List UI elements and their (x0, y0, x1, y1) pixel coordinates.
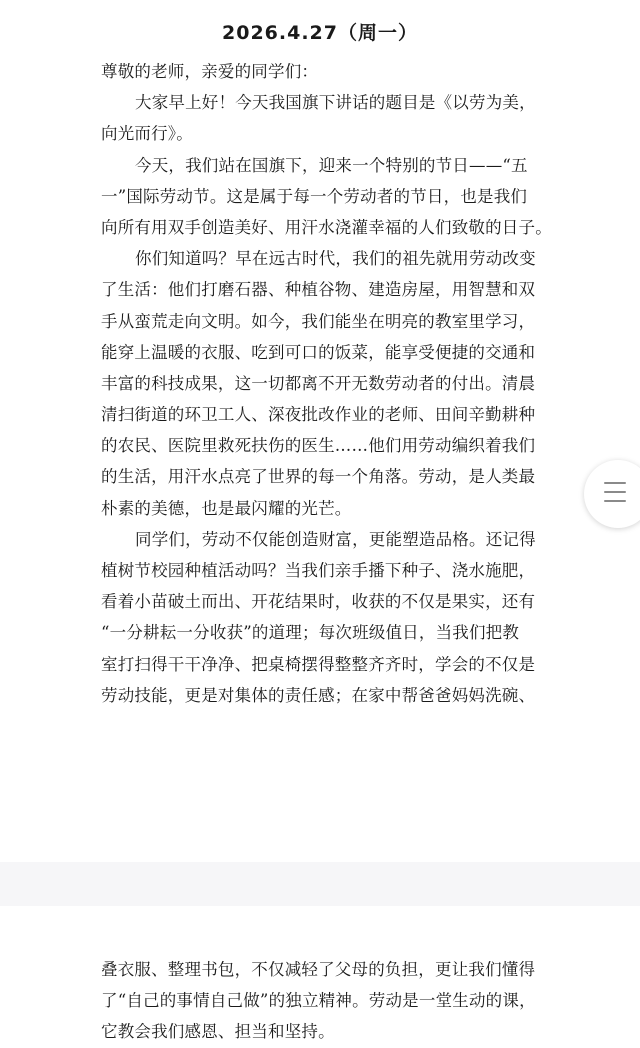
page-gap (0, 862, 640, 906)
text-line: 的农民、医院里救死扶伤的医生……他们用劳动编织着我们 (101, 436, 536, 456)
text-line: 植树节校园种植活动吗？当我们亲手播下种子、浇水施肥， (101, 561, 536, 580)
text-line: “一分耕耘一分收获”的道理；每次班级值日，当我们把教 (101, 623, 520, 643)
text-line: 向所有用双手创造美好、用汗水浇灌幸福的人们致敬的日子。 (101, 217, 552, 237)
text-line: 劳动技能，更是对集体的责任感；在家中帮爸爸妈妈洗碗、 (101, 685, 536, 705)
text-line: 了“自己的事情自己做”的独立精神。劳动是一堂生动的课， (101, 991, 536, 1011)
hamburger-menu-icon (604, 482, 626, 504)
text-line: 大家早上好！今天我国旗下讲话的题目是《以劳为美， (135, 93, 536, 113)
text-line: 清扫街道的环卫工人、深夜批改作业的老师、田间辛勤耕种 (101, 405, 536, 425)
text-line: 你们知道吗？早在远古时代，我们的祖先就用劳动改变 (135, 249, 536, 269)
text-line: 叠衣服、整理书包，不仅减轻了父母的负担，更让我们懂得 (101, 960, 536, 979)
text-line: 室打扫得干干净净、把桌椅摆得整整齐齐时，学会的不仅是 (101, 654, 536, 674)
text-line: 能穿上温暖的衣服、吃到可口的饭菜，能享受便捷的交通和 (101, 342, 536, 362)
text-line: 手从蛮荒走向文明。如今，我们能坐在明亮的教室里学习， (101, 311, 536, 331)
text-line: 同学们，劳动不仅能创造财富，更能塑造品格。还记得 (135, 529, 536, 549)
speech-body (101, 56, 565, 711)
text-line: 朴素的美德，也是最闪耀的光芒。 (101, 498, 352, 518)
text-line: 今天，我们站在国旗下，迎来一个特别的节日——“五 (135, 155, 528, 175)
speech-body-continued (101, 954, 565, 1048)
text-line: 了生活：他们打磨石器、种植谷物、建造房屋，用智慧和双 (101, 280, 536, 300)
text-line: 向光而行》。 (101, 124, 193, 144)
text-line: 丰富的科技成果，这一切都离不开无数劳动者的付出。清晨 (101, 373, 536, 393)
text-line: 的生活，用汗水点亮了世界的每一个角落。劳动，是人类最 (101, 467, 536, 487)
document-title: 2026.4.27（周一） (222, 22, 418, 44)
text-line: 尊敬的老师，亲爱的同学们： (101, 62, 319, 81)
text-line: 看着小苗破土而出、开花结果时，收获的不仅是果实，还有 (101, 592, 536, 612)
text-line: 它教会我们感恩、担当和坚持。 (101, 1022, 335, 1042)
text-line: 一”国际劳动节。这是属于每一个劳动者的节日，也是我们 (101, 186, 528, 206)
